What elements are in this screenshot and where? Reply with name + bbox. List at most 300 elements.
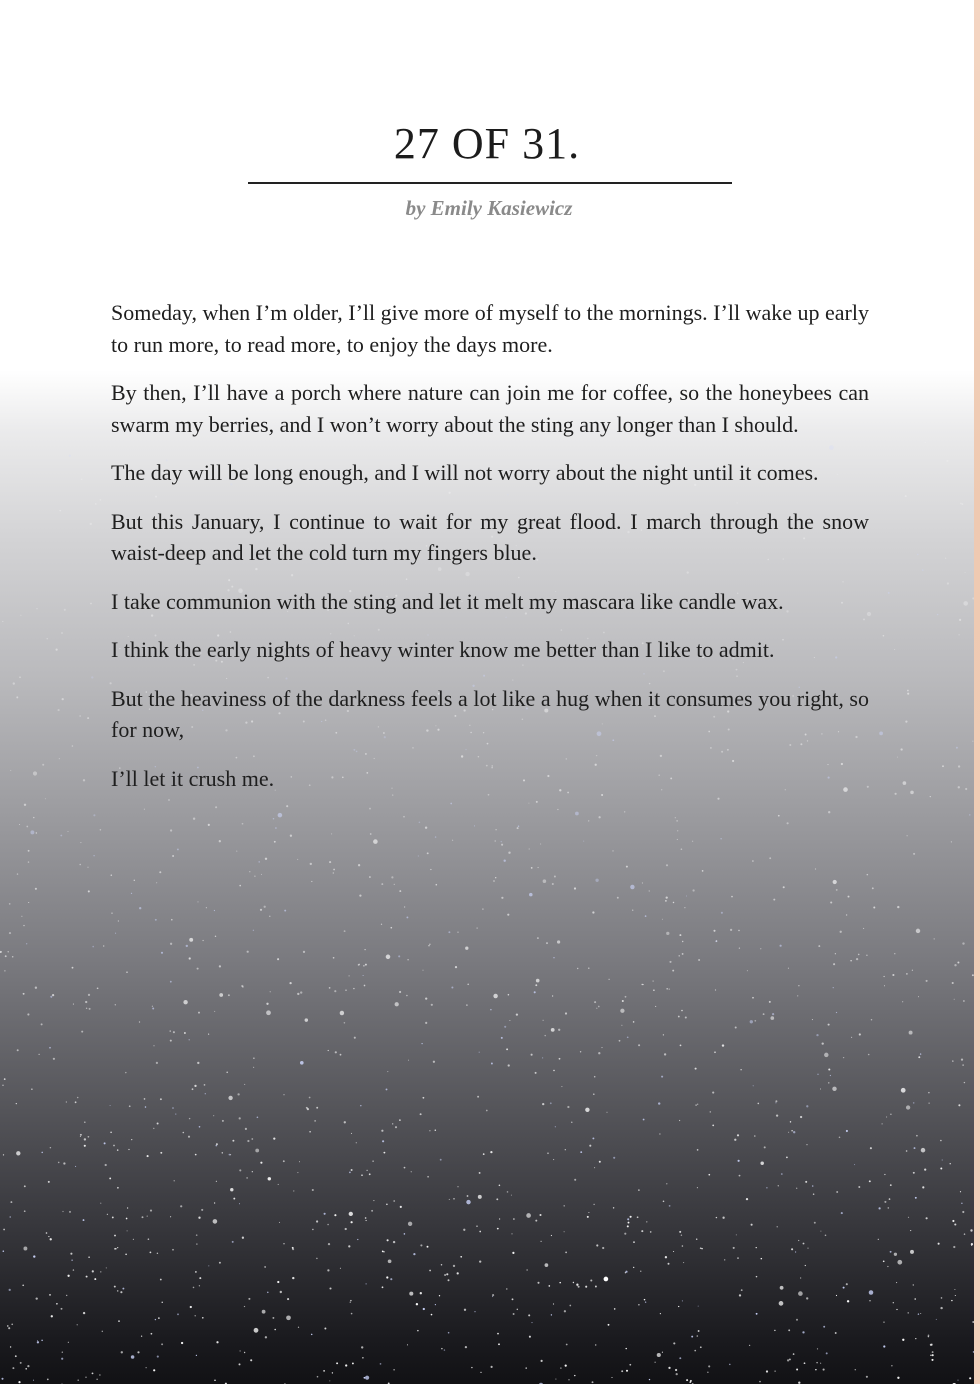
star bbox=[807, 1248, 808, 1249]
star bbox=[587, 1216, 589, 1218]
star bbox=[352, 1362, 354, 1364]
star bbox=[26, 943, 27, 944]
star bbox=[501, 897, 503, 899]
star bbox=[595, 1344, 596, 1345]
star bbox=[793, 1353, 795, 1355]
star bbox=[858, 1186, 860, 1188]
star bbox=[757, 1103, 759, 1105]
star bbox=[357, 1239, 358, 1240]
star bbox=[309, 1097, 311, 1099]
star bbox=[643, 1119, 645, 1121]
star bbox=[324, 1328, 326, 1330]
star bbox=[734, 1139, 736, 1141]
star bbox=[901, 1088, 906, 1093]
star bbox=[33, 817, 34, 818]
star bbox=[668, 1263, 670, 1265]
star bbox=[551, 1235, 552, 1236]
star bbox=[36, 1297, 38, 1299]
star bbox=[279, 1222, 280, 1223]
star bbox=[666, 896, 668, 898]
star bbox=[436, 884, 438, 886]
star bbox=[531, 1054, 533, 1056]
star bbox=[513, 1313, 515, 1315]
star bbox=[19, 676, 21, 678]
star bbox=[349, 1171, 351, 1173]
star bbox=[541, 1360, 543, 1362]
star bbox=[216, 1341, 218, 1343]
star bbox=[435, 836, 436, 837]
star bbox=[797, 995, 798, 996]
star bbox=[573, 1282, 574, 1283]
star bbox=[707, 1372, 708, 1373]
star bbox=[497, 1333, 499, 1335]
star bbox=[715, 989, 716, 990]
star bbox=[324, 1213, 326, 1215]
star bbox=[685, 1016, 687, 1018]
star bbox=[113, 1145, 115, 1147]
star bbox=[345, 1228, 347, 1230]
star bbox=[81, 478, 83, 480]
star bbox=[554, 876, 556, 878]
star bbox=[612, 850, 614, 852]
star bbox=[344, 930, 346, 932]
star bbox=[153, 1045, 154, 1046]
star bbox=[95, 503, 97, 505]
star bbox=[64, 609, 66, 611]
star bbox=[918, 1313, 919, 1314]
star bbox=[148, 1238, 150, 1240]
star bbox=[960, 1191, 961, 1192]
star bbox=[537, 1282, 539, 1284]
star bbox=[486, 1110, 488, 1112]
star bbox=[915, 1338, 916, 1339]
star bbox=[429, 944, 430, 945]
star bbox=[516, 1013, 518, 1015]
star bbox=[679, 1357, 681, 1359]
star bbox=[777, 1226, 778, 1227]
star bbox=[823, 1326, 825, 1328]
star bbox=[91, 676, 93, 678]
star bbox=[738, 930, 739, 931]
star bbox=[661, 1076, 663, 1078]
star bbox=[870, 1147, 872, 1149]
star bbox=[846, 1130, 848, 1132]
star bbox=[448, 1279, 450, 1281]
star bbox=[12, 1367, 14, 1369]
star bbox=[69, 455, 71, 457]
star bbox=[788, 1132, 789, 1133]
star bbox=[99, 499, 101, 501]
star bbox=[37, 1340, 38, 1341]
star bbox=[596, 1008, 597, 1009]
star bbox=[170, 1040, 172, 1042]
star bbox=[918, 996, 919, 997]
star bbox=[823, 1369, 825, 1371]
star bbox=[588, 968, 589, 969]
star bbox=[284, 910, 286, 912]
star bbox=[381, 924, 382, 925]
star bbox=[697, 1187, 698, 1188]
star bbox=[611, 1377, 612, 1378]
star bbox=[147, 1216, 148, 1217]
star bbox=[383, 1152, 385, 1154]
star bbox=[593, 1093, 595, 1095]
star bbox=[280, 1291, 282, 1293]
star bbox=[818, 945, 820, 947]
star bbox=[555, 1126, 556, 1127]
star bbox=[916, 929, 920, 933]
star bbox=[417, 1330, 419, 1332]
star bbox=[684, 907, 685, 908]
star bbox=[649, 890, 650, 891]
star bbox=[729, 1364, 731, 1366]
star bbox=[828, 1068, 830, 1070]
star bbox=[676, 820, 677, 821]
star bbox=[80, 1134, 82, 1136]
star bbox=[888, 592, 890, 594]
star bbox=[908, 1312, 909, 1313]
star bbox=[477, 928, 478, 929]
star bbox=[278, 1184, 279, 1185]
star bbox=[547, 1152, 549, 1154]
star bbox=[275, 827, 277, 829]
star bbox=[760, 1162, 763, 1165]
star bbox=[45, 798, 46, 799]
star bbox=[640, 1271, 641, 1272]
star bbox=[137, 1351, 139, 1353]
star bbox=[924, 1169, 926, 1171]
star bbox=[817, 1074, 818, 1075]
star bbox=[897, 1260, 902, 1265]
star bbox=[951, 1300, 952, 1301]
star bbox=[722, 1044, 724, 1046]
star bbox=[117, 1187, 119, 1189]
star bbox=[448, 1332, 450, 1334]
star bbox=[641, 1230, 643, 1232]
star bbox=[930, 1355, 932, 1357]
star bbox=[926, 1217, 928, 1219]
star bbox=[574, 1375, 575, 1376]
star bbox=[260, 1162, 262, 1164]
poem-paragraph: I take communion with the sting and let it melt my mascara like candle wax. bbox=[111, 588, 784, 614]
star bbox=[565, 1252, 567, 1254]
star bbox=[198, 1012, 200, 1014]
star bbox=[92, 946, 94, 948]
star bbox=[770, 1016, 774, 1020]
star bbox=[208, 824, 210, 826]
star bbox=[928, 1092, 930, 1094]
star bbox=[913, 1284, 914, 1285]
star bbox=[798, 1240, 799, 1241]
star bbox=[463, 1229, 465, 1231]
star bbox=[686, 1379, 688, 1381]
star bbox=[655, 1362, 656, 1363]
star bbox=[363, 965, 365, 967]
star bbox=[87, 717, 89, 719]
star bbox=[244, 1306, 245, 1307]
star bbox=[297, 1172, 298, 1173]
star bbox=[871, 1019, 872, 1020]
star bbox=[833, 963, 835, 965]
star bbox=[382, 1140, 384, 1142]
star bbox=[366, 1283, 367, 1284]
star bbox=[68, 1342, 69, 1343]
star bbox=[208, 1265, 209, 1266]
star bbox=[791, 1248, 793, 1250]
star bbox=[564, 1310, 566, 1312]
star bbox=[449, 1199, 450, 1200]
star bbox=[896, 1309, 897, 1310]
star bbox=[465, 947, 468, 950]
star bbox=[50, 996, 52, 998]
star bbox=[107, 1214, 108, 1215]
star bbox=[679, 955, 680, 956]
star bbox=[252, 1171, 253, 1172]
star bbox=[249, 871, 250, 872]
star bbox=[506, 1048, 508, 1050]
star bbox=[383, 1251, 385, 1253]
star bbox=[883, 1345, 885, 1347]
star bbox=[114, 1235, 116, 1237]
star bbox=[957, 961, 959, 963]
star bbox=[798, 1291, 803, 1296]
star bbox=[362, 1357, 364, 1359]
star bbox=[131, 893, 132, 894]
star bbox=[15, 1355, 17, 1357]
star bbox=[888, 1207, 890, 1209]
star bbox=[866, 1376, 868, 1378]
star bbox=[77, 1379, 78, 1380]
star bbox=[756, 1276, 758, 1278]
star bbox=[931, 1344, 933, 1346]
star bbox=[820, 1231, 821, 1232]
star bbox=[84, 1121, 86, 1123]
star bbox=[382, 1286, 384, 1288]
star bbox=[242, 1237, 244, 1239]
star bbox=[921, 1148, 926, 1153]
star bbox=[197, 1062, 199, 1064]
star bbox=[192, 1088, 194, 1090]
star bbox=[244, 1084, 245, 1085]
star bbox=[27, 1013, 29, 1015]
star bbox=[953, 1246, 955, 1248]
star bbox=[689, 1381, 691, 1383]
star bbox=[50, 1238, 52, 1240]
star bbox=[624, 811, 625, 812]
star bbox=[230, 1188, 233, 1191]
star bbox=[170, 943, 172, 945]
star bbox=[333, 957, 335, 959]
star bbox=[535, 1220, 537, 1222]
star bbox=[565, 1149, 566, 1150]
star bbox=[90, 523, 92, 525]
star bbox=[846, 914, 847, 915]
star bbox=[255, 1149, 259, 1153]
star bbox=[814, 1222, 816, 1224]
star bbox=[114, 1286, 116, 1288]
star bbox=[145, 1106, 147, 1108]
star bbox=[697, 1104, 698, 1105]
star bbox=[381, 883, 383, 885]
star bbox=[565, 1012, 567, 1014]
star bbox=[381, 1130, 383, 1132]
star bbox=[894, 1253, 897, 1256]
star bbox=[805, 1265, 806, 1266]
star bbox=[213, 1115, 214, 1116]
star bbox=[455, 966, 457, 968]
star bbox=[266, 1003, 268, 1005]
star bbox=[170, 981, 172, 983]
star bbox=[627, 1036, 629, 1038]
star bbox=[958, 1104, 960, 1106]
star bbox=[312, 1189, 314, 1191]
star bbox=[20, 615, 21, 616]
star bbox=[537, 937, 539, 939]
star bbox=[11, 1323, 13, 1325]
star bbox=[630, 885, 634, 889]
star bbox=[110, 1105, 111, 1106]
star bbox=[134, 880, 135, 881]
star bbox=[351, 1133, 352, 1134]
star bbox=[621, 1025, 622, 1026]
star bbox=[196, 1234, 198, 1236]
star bbox=[592, 1381, 594, 1383]
star bbox=[580, 1051, 581, 1052]
star bbox=[621, 1370, 623, 1372]
star bbox=[366, 1220, 367, 1221]
star bbox=[649, 1379, 650, 1380]
star bbox=[125, 1072, 126, 1073]
star bbox=[925, 442, 926, 443]
star bbox=[557, 940, 560, 943]
star bbox=[67, 831, 68, 832]
star bbox=[269, 916, 270, 917]
star bbox=[283, 1094, 284, 1095]
star bbox=[42, 764, 44, 766]
star bbox=[619, 1040, 621, 1042]
star bbox=[84, 1145, 86, 1147]
star bbox=[540, 843, 541, 844]
star bbox=[58, 709, 60, 711]
star bbox=[620, 1009, 624, 1013]
star bbox=[248, 1298, 250, 1300]
star bbox=[88, 1256, 90, 1258]
star bbox=[507, 914, 509, 916]
star bbox=[843, 1057, 844, 1058]
star bbox=[766, 1370, 768, 1372]
star bbox=[305, 1018, 308, 1021]
star bbox=[532, 1322, 533, 1323]
star bbox=[47, 1379, 49, 1381]
star bbox=[139, 1021, 140, 1022]
star bbox=[222, 1120, 224, 1122]
star bbox=[21, 916, 22, 917]
star bbox=[170, 1216, 171, 1217]
star bbox=[879, 732, 883, 736]
star bbox=[446, 1273, 448, 1275]
star bbox=[59, 758, 60, 759]
star bbox=[457, 932, 458, 933]
star bbox=[863, 928, 864, 929]
star bbox=[262, 1310, 266, 1314]
star bbox=[884, 976, 885, 977]
star bbox=[753, 1085, 754, 1086]
star bbox=[496, 1198, 498, 1200]
star bbox=[69, 1211, 71, 1213]
star bbox=[793, 1131, 795, 1133]
star bbox=[242, 823, 244, 825]
star bbox=[910, 1250, 914, 1254]
star bbox=[928, 1336, 929, 1337]
star bbox=[637, 1216, 639, 1218]
star bbox=[48, 1236, 49, 1237]
star bbox=[964, 1233, 966, 1235]
star bbox=[622, 1000, 624, 1002]
star bbox=[202, 1317, 204, 1319]
star bbox=[204, 1084, 206, 1086]
star bbox=[518, 826, 519, 827]
star bbox=[965, 572, 966, 573]
star bbox=[104, 1142, 106, 1144]
star bbox=[961, 1203, 962, 1204]
star bbox=[387, 1239, 389, 1241]
star bbox=[589, 1145, 591, 1147]
star bbox=[115, 933, 116, 934]
star bbox=[914, 1298, 916, 1300]
star bbox=[433, 1061, 435, 1063]
star bbox=[914, 1147, 916, 1149]
star bbox=[404, 1167, 406, 1169]
star bbox=[333, 872, 334, 873]
star bbox=[18, 1381, 20, 1383]
star bbox=[559, 1282, 561, 1284]
star bbox=[47, 638, 48, 639]
star bbox=[564, 1231, 565, 1232]
star bbox=[553, 957, 554, 958]
star bbox=[189, 957, 191, 959]
star bbox=[142, 1216, 144, 1218]
star bbox=[228, 994, 230, 996]
star bbox=[906, 1105, 910, 1109]
star bbox=[497, 1228, 499, 1230]
star bbox=[399, 890, 401, 892]
star bbox=[675, 817, 676, 818]
star bbox=[626, 866, 628, 868]
star bbox=[681, 848, 683, 850]
star bbox=[832, 1087, 836, 1091]
star bbox=[329, 987, 331, 989]
star bbox=[673, 1251, 674, 1252]
star bbox=[915, 1197, 917, 1199]
star bbox=[890, 1251, 892, 1253]
star bbox=[781, 1173, 783, 1175]
star bbox=[531, 867, 533, 869]
star bbox=[421, 1043, 422, 1044]
star bbox=[894, 953, 895, 954]
star bbox=[655, 1006, 656, 1007]
star bbox=[559, 1058, 561, 1060]
star bbox=[133, 1239, 134, 1240]
star bbox=[146, 1367, 147, 1368]
star bbox=[467, 983, 469, 985]
star bbox=[264, 906, 266, 908]
star bbox=[356, 1142, 357, 1143]
star bbox=[511, 1195, 512, 1196]
star bbox=[479, 1052, 480, 1053]
star bbox=[323, 1370, 325, 1372]
star bbox=[962, 1064, 963, 1065]
star bbox=[120, 1291, 122, 1293]
